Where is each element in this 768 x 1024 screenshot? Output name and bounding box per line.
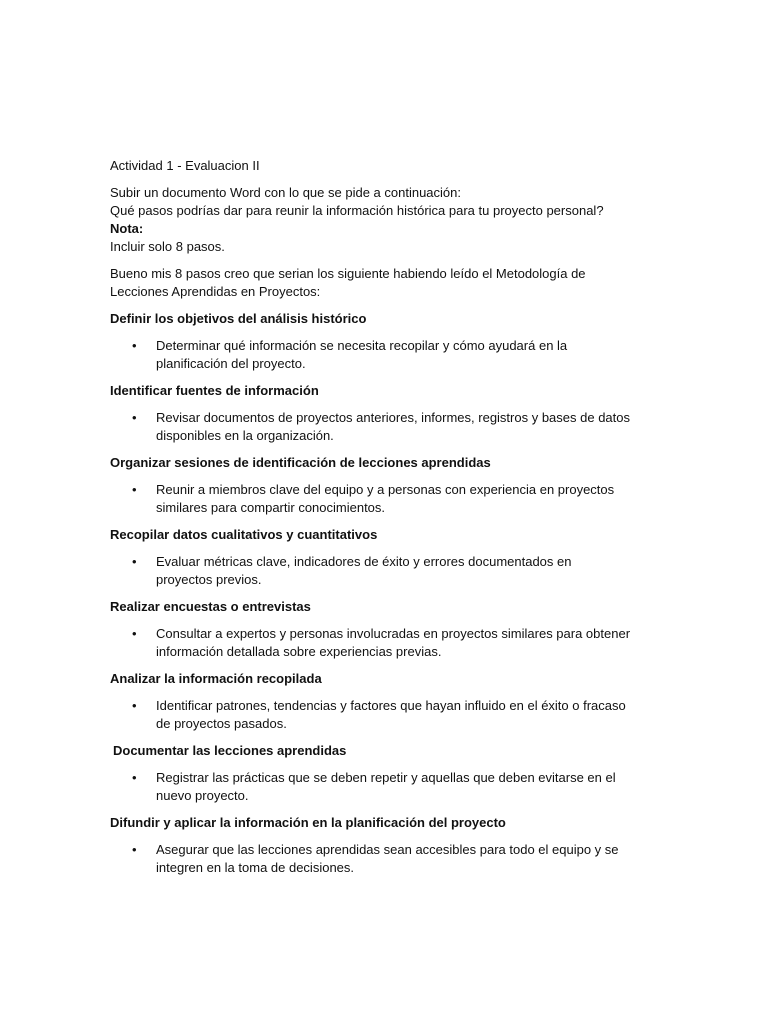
bullet-icon: • bbox=[132, 698, 137, 713]
note-label: Nota: bbox=[110, 221, 144, 236]
bullet-text-line-1: Evaluar métricas clave, indicadores de éxito y errores documentados en bbox=[156, 554, 572, 569]
document-title: Actividad 1 - Evaluacion II bbox=[110, 158, 260, 173]
step-heading: Documentar las lecciones aprendidas bbox=[113, 743, 347, 758]
bullet-text-line-2: proyectos previos. bbox=[156, 572, 262, 587]
intro-line-2: Qué pasos podrías dar para reunir la información histórica para tu proyecto personal? bbox=[110, 203, 604, 218]
bullet-icon: • bbox=[132, 338, 137, 353]
intro-line-1: Subir un documento Word con lo que se pide a continuación: bbox=[110, 185, 461, 200]
step-heading: Organizar sesiones de identificación de lecciones aprendidas bbox=[110, 455, 491, 470]
note-text: Incluir solo 8 pasos. bbox=[110, 239, 225, 254]
bullet-text-line-2: de proyectos pasados. bbox=[156, 716, 287, 731]
list-item bbox=[110, 697, 670, 733]
bullet-icon: • bbox=[132, 482, 137, 497]
list-item bbox=[110, 841, 670, 877]
bullet-text-line-2: planificación del proyecto. bbox=[156, 356, 306, 371]
assignment-block bbox=[110, 184, 670, 256]
step-heading: Analizar la información recopilada bbox=[110, 671, 322, 686]
list-item bbox=[110, 409, 670, 445]
lead-in-paragraph bbox=[110, 265, 670, 301]
list-item bbox=[110, 553, 670, 589]
list-item bbox=[110, 337, 670, 373]
bullet-text-line-1: Consultar a expertos y personas involucradas en proyectos similares para obtener bbox=[156, 626, 631, 641]
bullet-text-line-1: Asegurar que las lecciones aprendidas sean accesibles para todo el equipo y se bbox=[156, 842, 619, 857]
bullet-text-line-1: Determinar qué información se necesita recopilar y cómo ayudará en la bbox=[156, 338, 568, 353]
step-heading: Definir los objetivos del análisis histórico bbox=[110, 311, 367, 326]
bullet-icon: • bbox=[132, 410, 137, 425]
step-heading: Realizar encuestas o entrevistas bbox=[110, 599, 311, 614]
bullet-text-line-2: información detallada sobre experiencias previas. bbox=[156, 644, 442, 659]
bullet-icon: • bbox=[132, 770, 137, 785]
document-body bbox=[110, 157, 670, 886]
list-item bbox=[110, 625, 670, 661]
lead-in-line-1: Bueno mis 8 pasos creo que serian los siguiente habiendo leído el Metodología de bbox=[110, 266, 586, 281]
bullet-icon: • bbox=[132, 554, 137, 569]
bullet-icon: • bbox=[132, 626, 137, 641]
bullet-text-line-1: Revisar documentos de proyectos anteriores, informes, registros y bases de datos bbox=[156, 410, 631, 425]
list-item bbox=[110, 769, 670, 805]
bullet-text-line-2: nuevo proyecto. bbox=[156, 788, 249, 803]
bullet-text-line-2: similares para compartir conocimientos. bbox=[156, 500, 386, 515]
bullet-text-line-1: Reunir a miembros clave del equipo y a personas con experiencia en proyectos bbox=[156, 482, 615, 497]
step-heading: Difundir y aplicar la información en la planificación del proyecto bbox=[110, 815, 506, 830]
list-item bbox=[110, 481, 670, 517]
bullet-text-line-1: Registrar las prácticas que se deben repetir y aquellas que deben evitarse en el bbox=[156, 770, 616, 785]
bullet-text-line-2: integren en la toma de decisiones. bbox=[156, 860, 355, 875]
bullet-icon: • bbox=[132, 842, 137, 857]
lead-in-line-2: Lecciones Aprendidas en Proyectos: bbox=[110, 284, 321, 299]
step-heading: Identificar fuentes de información bbox=[110, 383, 319, 398]
step-heading: Recopilar datos cualitativos y cuantitativos bbox=[110, 527, 378, 542]
bullet-text-line-2: disponibles en la organización. bbox=[156, 428, 334, 443]
bullet-text-line-1: Identificar patrones, tendencias y factores que hayan influido en el éxito o fracaso bbox=[156, 698, 626, 713]
